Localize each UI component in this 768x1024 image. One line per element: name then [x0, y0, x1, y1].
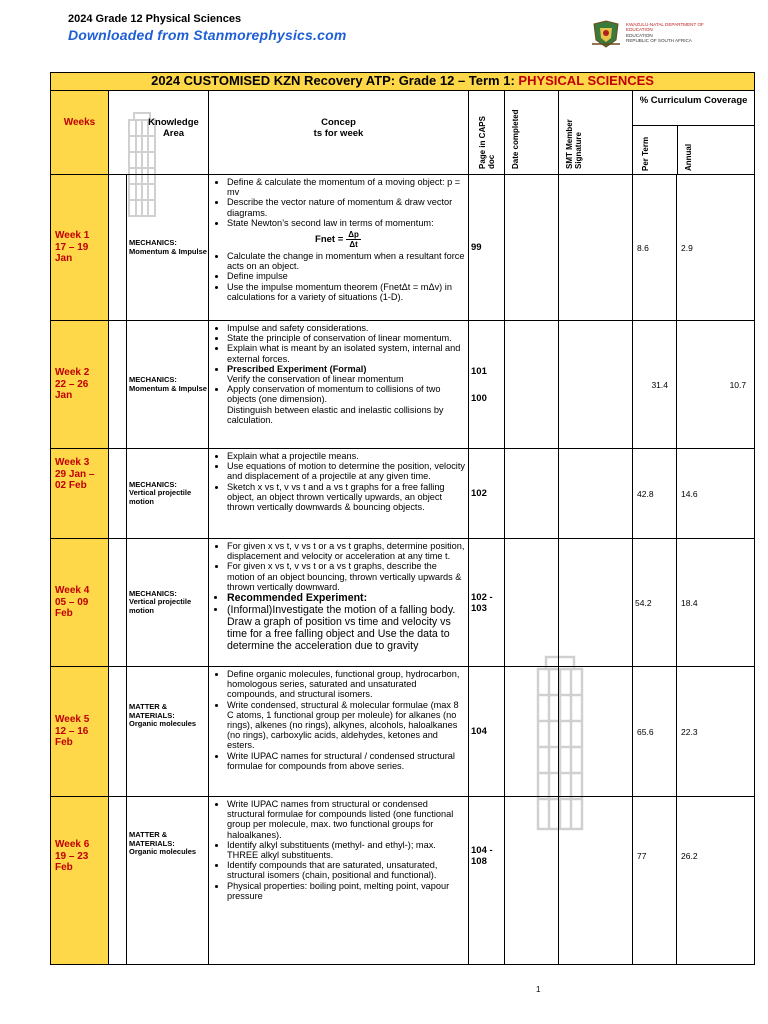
knowledge-area-cell: MECHANICS: Momentum & Impulse [127, 321, 209, 449]
annual-cell: 26.2 [677, 797, 755, 965]
logo-text: KWAZULU-NATAL DEPARTMENT OF EDUCATION EDUCATION REPUBLIC OF SOUTH AFRICA [626, 22, 704, 44]
per-term-cell: 8.6 [633, 175, 677, 321]
table-row [51, 449, 755, 539]
week-cell: Week 6 19 – 23 Feb [51, 797, 109, 965]
department-logo [590, 20, 720, 50]
concepts-cell: • Define & calculate the momentum of a moving object: p = mv • Describe the vector nature of momentum & draw vector diagrams. • State Newton’s second law in terms of momentum: Fnet = $\frac{\Delta p}{\Delta t}$ • Calculate the change in momentum when a resultant force acts on an object. • Define impulse • Use the impulse momentum theorem (FnetΔt = mΔv) in calculations for a variety of situations (1-D). [209, 175, 469, 321]
col-knowledge-area: Knowledge Area [109, 91, 209, 175]
concepts-cell: • Impulse and safety considerations. • State the principle of conservation of linear momentum. • Explain what is meant by an isolated system, internal and external forces. • Prescribed Experiment (Formal) Verify the conservation of linear momentum • Apply conservation of momentum to collisions of two objects (one dimension). Distinguish between elastic and inelastic collisions by calculation. [209, 321, 469, 449]
table-title-row [51, 73, 755, 91]
doc-label: 2024 Grade 12 Physical Sciences [68, 13, 242, 25]
annual-cell: 18.4 [677, 539, 755, 667]
per-term-cell: 42.8 [633, 449, 677, 539]
table-row [51, 797, 755, 965]
annual-cell: 14.6 [677, 449, 755, 539]
knowledge-area-cell: MECHANICS: Vertical projectile motion [127, 539, 209, 667]
coat-of-arms-icon [590, 20, 622, 48]
concepts-cell: • Write IUPAC names from structural or condensed structural formulae for compounds listed (one functional group per molecule, max. two functional groups for haloalkanes). • Identify alkyl substituents (methyl- and ethyl-); max. THREE alkyl substituents. • Identify compounds that are saturated, unsaturated, structural isomers (chain, positional and functional). • Physical properties: boiling point, melting point, vapour pressure [209, 797, 469, 965]
table-row [51, 175, 755, 321]
per-term-cell: 65.6 [633, 667, 677, 797]
week-cell: Week 4 05 – 09 Feb [51, 539, 109, 667]
page-cell: 102 - 103 [469, 539, 505, 667]
download-link[interactable]: Downloaded from Stanmorephysics.com [68, 27, 347, 43]
table-row [51, 321, 755, 449]
table-row [51, 539, 755, 667]
col-per-term: Per Term [641, 136, 650, 171]
annual-cell: 2.9 [677, 175, 755, 321]
week-cell: Week 2 22 – 26 Jan [51, 321, 109, 449]
knowledge-area-cell: MECHANICS: Momentum & Impulse [127, 175, 209, 321]
col-coverage: % Curriculum Coverage Per Term Annual [633, 91, 755, 175]
col-annual: Annual [684, 143, 693, 171]
knowledge-area-cell: MATTER & MATERIALS: Organic molecules [127, 667, 209, 797]
page-cell: 101 100 [469, 321, 505, 449]
header-row [51, 91, 755, 175]
week-cell: Week 3 29 Jan – 02 Feb [51, 449, 109, 539]
per-term-cell: 54.2 [633, 539, 677, 667]
table-title: 2024 CUSTOMISED KZN Recovery ATP: Grade 12 – Term 1: PHYSICAL SCIENCES [51, 73, 755, 91]
col-weeks: Weeks [51, 91, 109, 175]
page-cell: 99 [469, 175, 505, 321]
page-cell: 104 - 108 [469, 797, 505, 965]
concepts-cell: • Define organic molecules, functional group, hydrocarbon, homologous series, saturated and unsaturated compounds, and structural isomers. • Write condensed, structural & molecular formulae (max 8 C atoms, 1 functional group per moleule) for alkanes (no rings), alkenes (no rings), alkynes, alcohols, haloalkanes (no rings), carboxylic acids, aldehydes, ketones and esters. • Write IUPAC names for structural / condensed structural formulae for compounds from above series. [209, 667, 469, 797]
annual-cell: 10.7 [677, 321, 755, 449]
table-row [51, 667, 755, 797]
annual-cell: 22.3 [677, 667, 755, 797]
col-page: Page in CAPS doc [469, 91, 505, 175]
per-term-cell: 31.4 [633, 321, 677, 449]
fnet-formula: Fnet = $\frac{\Delta p}{\Delta t}$ [315, 230, 359, 250]
page-cell: 104 [469, 667, 505, 797]
per-term-cell: 77 [633, 797, 677, 965]
page-header [68, 13, 347, 43]
atp-table [50, 72, 755, 965]
concepts-cell: • For given x vs t, v vs t or a vs t graphs, determine position, displacement and velocity or acceleration at any time t. • For given x vs t, v vs t or a vs t graphs, describe the motion of an object bouncing, thrown vertically upwards & thrown vertically downward. • Recommended Experiment: • (Informal)Investigate the motion of a falling body. Draw a graph of position vs time and velocity vs time for a free falling object and Use the data to determine the acceleration due to gravity [209, 539, 469, 667]
knowledge-area-cell: MATTER & MATERIALS: Organic molecules [127, 797, 209, 965]
col-smt: SMT Member Signature [559, 91, 633, 175]
col-date: Date completed [505, 91, 559, 175]
week-cell: Week 1 17 – 19 Jan [51, 175, 109, 321]
page-number: 1 [536, 985, 541, 994]
page-cell: 102 [469, 449, 505, 539]
col-concepts: Concep ts for week [209, 91, 469, 175]
concepts-cell: • Explain what a projectile means. • Use equations of motion to determine the position, velocity and displacement of a projectile at any given time. • Sketch x vs t, v vs t and a vs t graphs for a free falling object, an object thrown vertically upwards, an object thrown vertically downwards & bouncing objects. [209, 449, 469, 539]
knowledge-area-cell: MECHANICS: Vertical projectile motion [127, 449, 209, 539]
week-cell: Week 5 12 – 16 Feb [51, 667, 109, 797]
